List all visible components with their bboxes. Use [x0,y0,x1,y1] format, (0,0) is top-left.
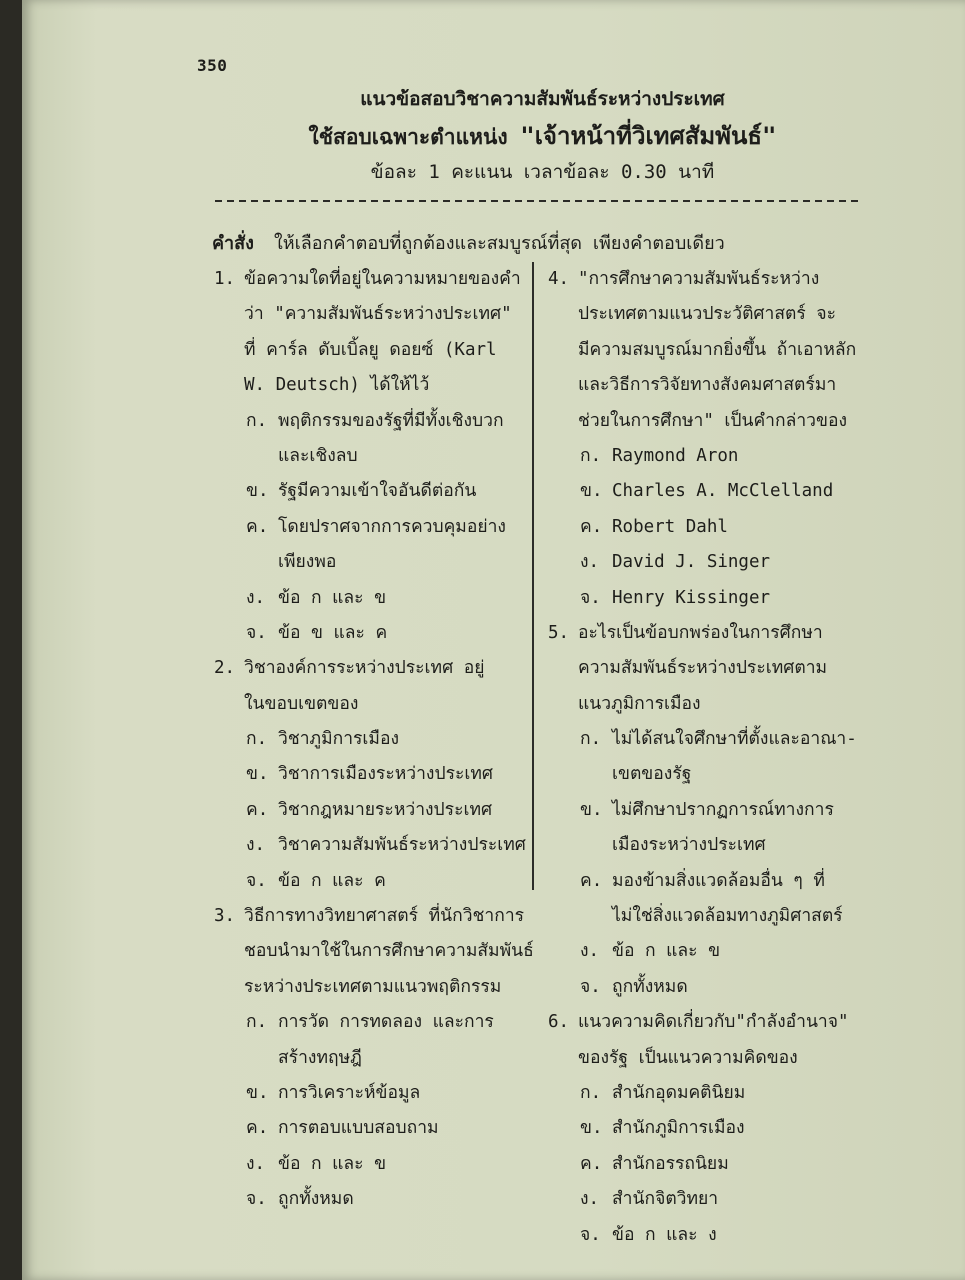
option-text: สำนักจิตวิทยา [612,1189,719,1210]
question-number: 3. [214,906,236,927]
option-marker: ค. [246,799,269,820]
option-text: การตอบแบบสอบถาม [278,1118,439,1139]
option-text: รัฐมีความเข้าใจอันดีต่อกัน [278,481,477,502]
question-number: 4. [548,269,570,289]
question-continuation: ชอบนำมาใช้ในการศึกษาความสัมพันธ์ [244,941,534,962]
answer-option [548,581,878,616]
question-number: 6. [548,1012,570,1033]
question-text: "การศึกษาความสัมพันธ์ระหว่าง [578,269,820,289]
question-line [214,899,529,934]
page-number: 350 [197,56,228,75]
option-marker: ข. [246,764,269,785]
option-continuation: สร้างทฤษฎี [278,1047,362,1068]
answer-option [548,545,878,580]
option-text: วิชาความสัมพันธ์ระหว่างประเทศ [278,835,526,856]
instruction [212,228,725,257]
option-marker: ค. [580,516,603,537]
option-text: David J. Singer [612,552,771,573]
option-marker: จ. [246,870,267,891]
option-marker: ก. [580,1082,602,1103]
option-continuation: เขตของรัฐ [612,764,692,785]
option-text: สำนักอุดมคตินิยม [612,1082,746,1103]
option-marker: ง. [246,587,266,608]
exam-title: แนวข้อสอบวิชาความสัมพันธ์ระหว่างประเทศ [360,88,725,110]
option-text: ข้อ ก และ ค [278,870,386,891]
question-continuation: และวิธีการวิจัยทางสังคมศาสตร์มา [578,375,837,396]
question-line [214,651,529,686]
option-text: ถูกทั้งหมด [278,1189,354,1210]
option-marker: จ. [246,1189,267,1210]
answer-option [548,474,878,509]
option-text: ไม่ศึกษาปรากฏการณ์ทางการ [612,799,834,820]
question-number: 1. [214,269,236,289]
answer-option [214,510,529,545]
option-marker: จ. [580,587,601,608]
option-marker: ข. [246,1082,269,1103]
question-line [214,262,529,297]
answer-option [214,793,529,828]
question-continuation: ว่า "ความสัมพันธ์ระหว่างประเทศ" [244,304,512,325]
option-marker: ข. [580,799,603,820]
option-text: วิชาการเมืองระหว่างประเทศ [278,764,493,785]
exam-subtitle [0,116,965,155]
answer-option [548,1182,878,1217]
option-text: การวัด การทดลอง และการ [278,1012,494,1033]
answer-option [548,1111,878,1146]
option-text: สำนักภูมิการเมือง [612,1118,745,1139]
option-marker: ข. [580,1118,603,1139]
option-marker: ก. [580,445,602,466]
question-line [548,616,878,651]
option-marker: ค. [580,870,603,891]
option-text: Henry Kissinger [612,587,771,608]
question-text: วิชาองค์การระหว่างประเทศ อยู่ [244,658,485,679]
question-text: วิธีการทางวิทยาศาสตร์ ที่นักวิชาการ [244,906,525,927]
left-column [214,262,534,1218]
option-marker: ก. [580,729,602,750]
right-column [548,262,878,1253]
question-continuation: มีความสมบูรณ์มากยิ่งขึ้น ถ้าเอาหลัก [578,339,857,360]
option-marker: ข. [580,481,603,502]
answer-option [548,722,878,757]
question-continuation: ประเทศตามแนวประวัติศาสตร์ จะ [578,304,836,325]
answer-option [214,1111,529,1146]
question-number: 5. [548,622,570,643]
option-marker: ง. [580,941,600,962]
option-text: ไม่ได้สนใจศึกษาที่ตั้งและอาณา- [612,729,857,750]
option-continuation: เพียงพอ [278,552,337,573]
question-line [548,262,878,297]
option-text: มองข้ามสิ่งแวดล้อมอื่น ๆ ที่ [612,870,825,891]
answer-option [214,864,529,899]
option-marker: ง. [246,835,266,856]
question-continuation: ของรัฐ เป็นแนวความคิดของ [578,1047,798,1068]
answer-option [548,439,878,474]
answer-option [548,1076,878,1111]
option-marker: ค. [246,1118,269,1139]
option-continuation: และเชิงลบ [278,445,358,466]
answer-option [214,616,529,651]
column-divider [532,262,534,890]
question-text: อะไรเป็นข้อบกพร่องในการศึกษา [578,622,823,643]
option-marker: จ. [580,1224,601,1245]
question-continuation: ระหว่างประเทศตามแนวพฤติกรรม [244,976,502,997]
answer-option [548,510,878,545]
answer-option [548,864,878,899]
question-text: แนวความคิดเกี่ยวกับ"กำลังอำนาจ" [578,1012,849,1033]
option-text: ข้อ ก และ ข [278,1153,387,1174]
question-continuation: ในขอบเขตของ [244,693,359,714]
dashed-divider [215,196,863,206]
option-marker: ก. [246,410,268,431]
answer-option [548,793,878,828]
answer-option [548,934,878,969]
option-text: วิชาภูมิการเมือง [278,729,399,750]
option-marker: ค. [246,516,269,537]
answer-option [548,970,878,1005]
instruction-label: คำสั่ง [212,233,254,254]
position-title: "เจ้าหน้าที่วิเทศสัมพันธ์" [520,122,777,150]
answer-option [214,474,529,509]
question-continuation: ความสัมพันธ์ระหว่างประเทศตาม [578,658,828,679]
option-marker: ค. [580,1153,603,1174]
option-text: ถูกทั้งหมด [612,976,688,997]
option-continuation: เมืองระหว่างประเทศ [612,835,766,856]
option-text: ข้อ ก และ ง [612,1224,717,1245]
answer-option [214,757,529,792]
answer-option [214,1076,529,1111]
option-marker: จ. [580,976,601,997]
question-continuation: W. Deutsch) ได้ให้ไว้ [244,375,430,396]
option-text: ข้อ ข และ ค [278,622,388,643]
question-continuation: ที่ คาร์ล ดับเบิ้ลยู ดอยซ์ (Karl [244,339,497,360]
option-continuation: ไม่ใช่สิ่งแวดล้อมทางภูมิศาสตร์ [612,906,843,927]
option-marker: ก. [246,1012,268,1033]
option-marker: ง. [580,552,600,573]
option-text: การวิเคราะห์ข้อมูล [278,1082,421,1103]
option-text: Raymond Aron [612,445,739,466]
option-text: พฤติกรรมของรัฐที่มีทั้งเชิงบวก [278,410,504,431]
option-marker: ง. [246,1153,266,1174]
scoring-info: ข้อละ 1 คะแนน เวลาข้อละ 0.30 นาที [370,161,715,183]
answer-option [214,404,529,439]
option-text: ข้อ ก และ ข [278,587,387,608]
question-text: ข้อความใดที่อยู่ในความหมายของคำ [244,269,521,289]
option-text: วิชากฎหมายระหว่างประเทศ [278,799,493,820]
answer-option [214,1147,529,1182]
instruction-text: ให้เลือกคำตอบที่ถูกต้องและสมบูรณ์ที่สุด เพียงคำตอบเดียว [273,233,725,254]
question-continuation: แนวภูมิการเมือง [578,693,701,714]
option-text: โดยปราศจากการควบคุมอย่าง [278,516,506,537]
answer-option [548,1147,878,1182]
answer-option [214,581,529,616]
option-marker: ข. [246,481,269,502]
question-continuation: ช่วยในการศึกษา" เป็นคำกล่าวของ [578,410,848,431]
option-text: Charles A. McClelland [612,481,834,502]
answer-option [214,1005,529,1040]
option-marker: ก. [246,729,268,750]
subtitle-prefix: ใช้สอบเฉพาะตำแหน่ง [308,125,508,149]
answer-option [214,722,529,757]
answer-option [214,828,529,863]
question-line [548,1005,878,1040]
option-marker: จ. [246,622,267,643]
option-text: สำนักอรรถนิยม [612,1153,729,1174]
option-text: ข้อ ก และ ข [612,941,721,962]
option-marker: ง. [580,1189,600,1210]
option-text: Robert Dahl [612,516,728,537]
question-number: 2. [214,658,236,679]
answer-option [214,1182,529,1217]
answer-option [548,1218,878,1253]
